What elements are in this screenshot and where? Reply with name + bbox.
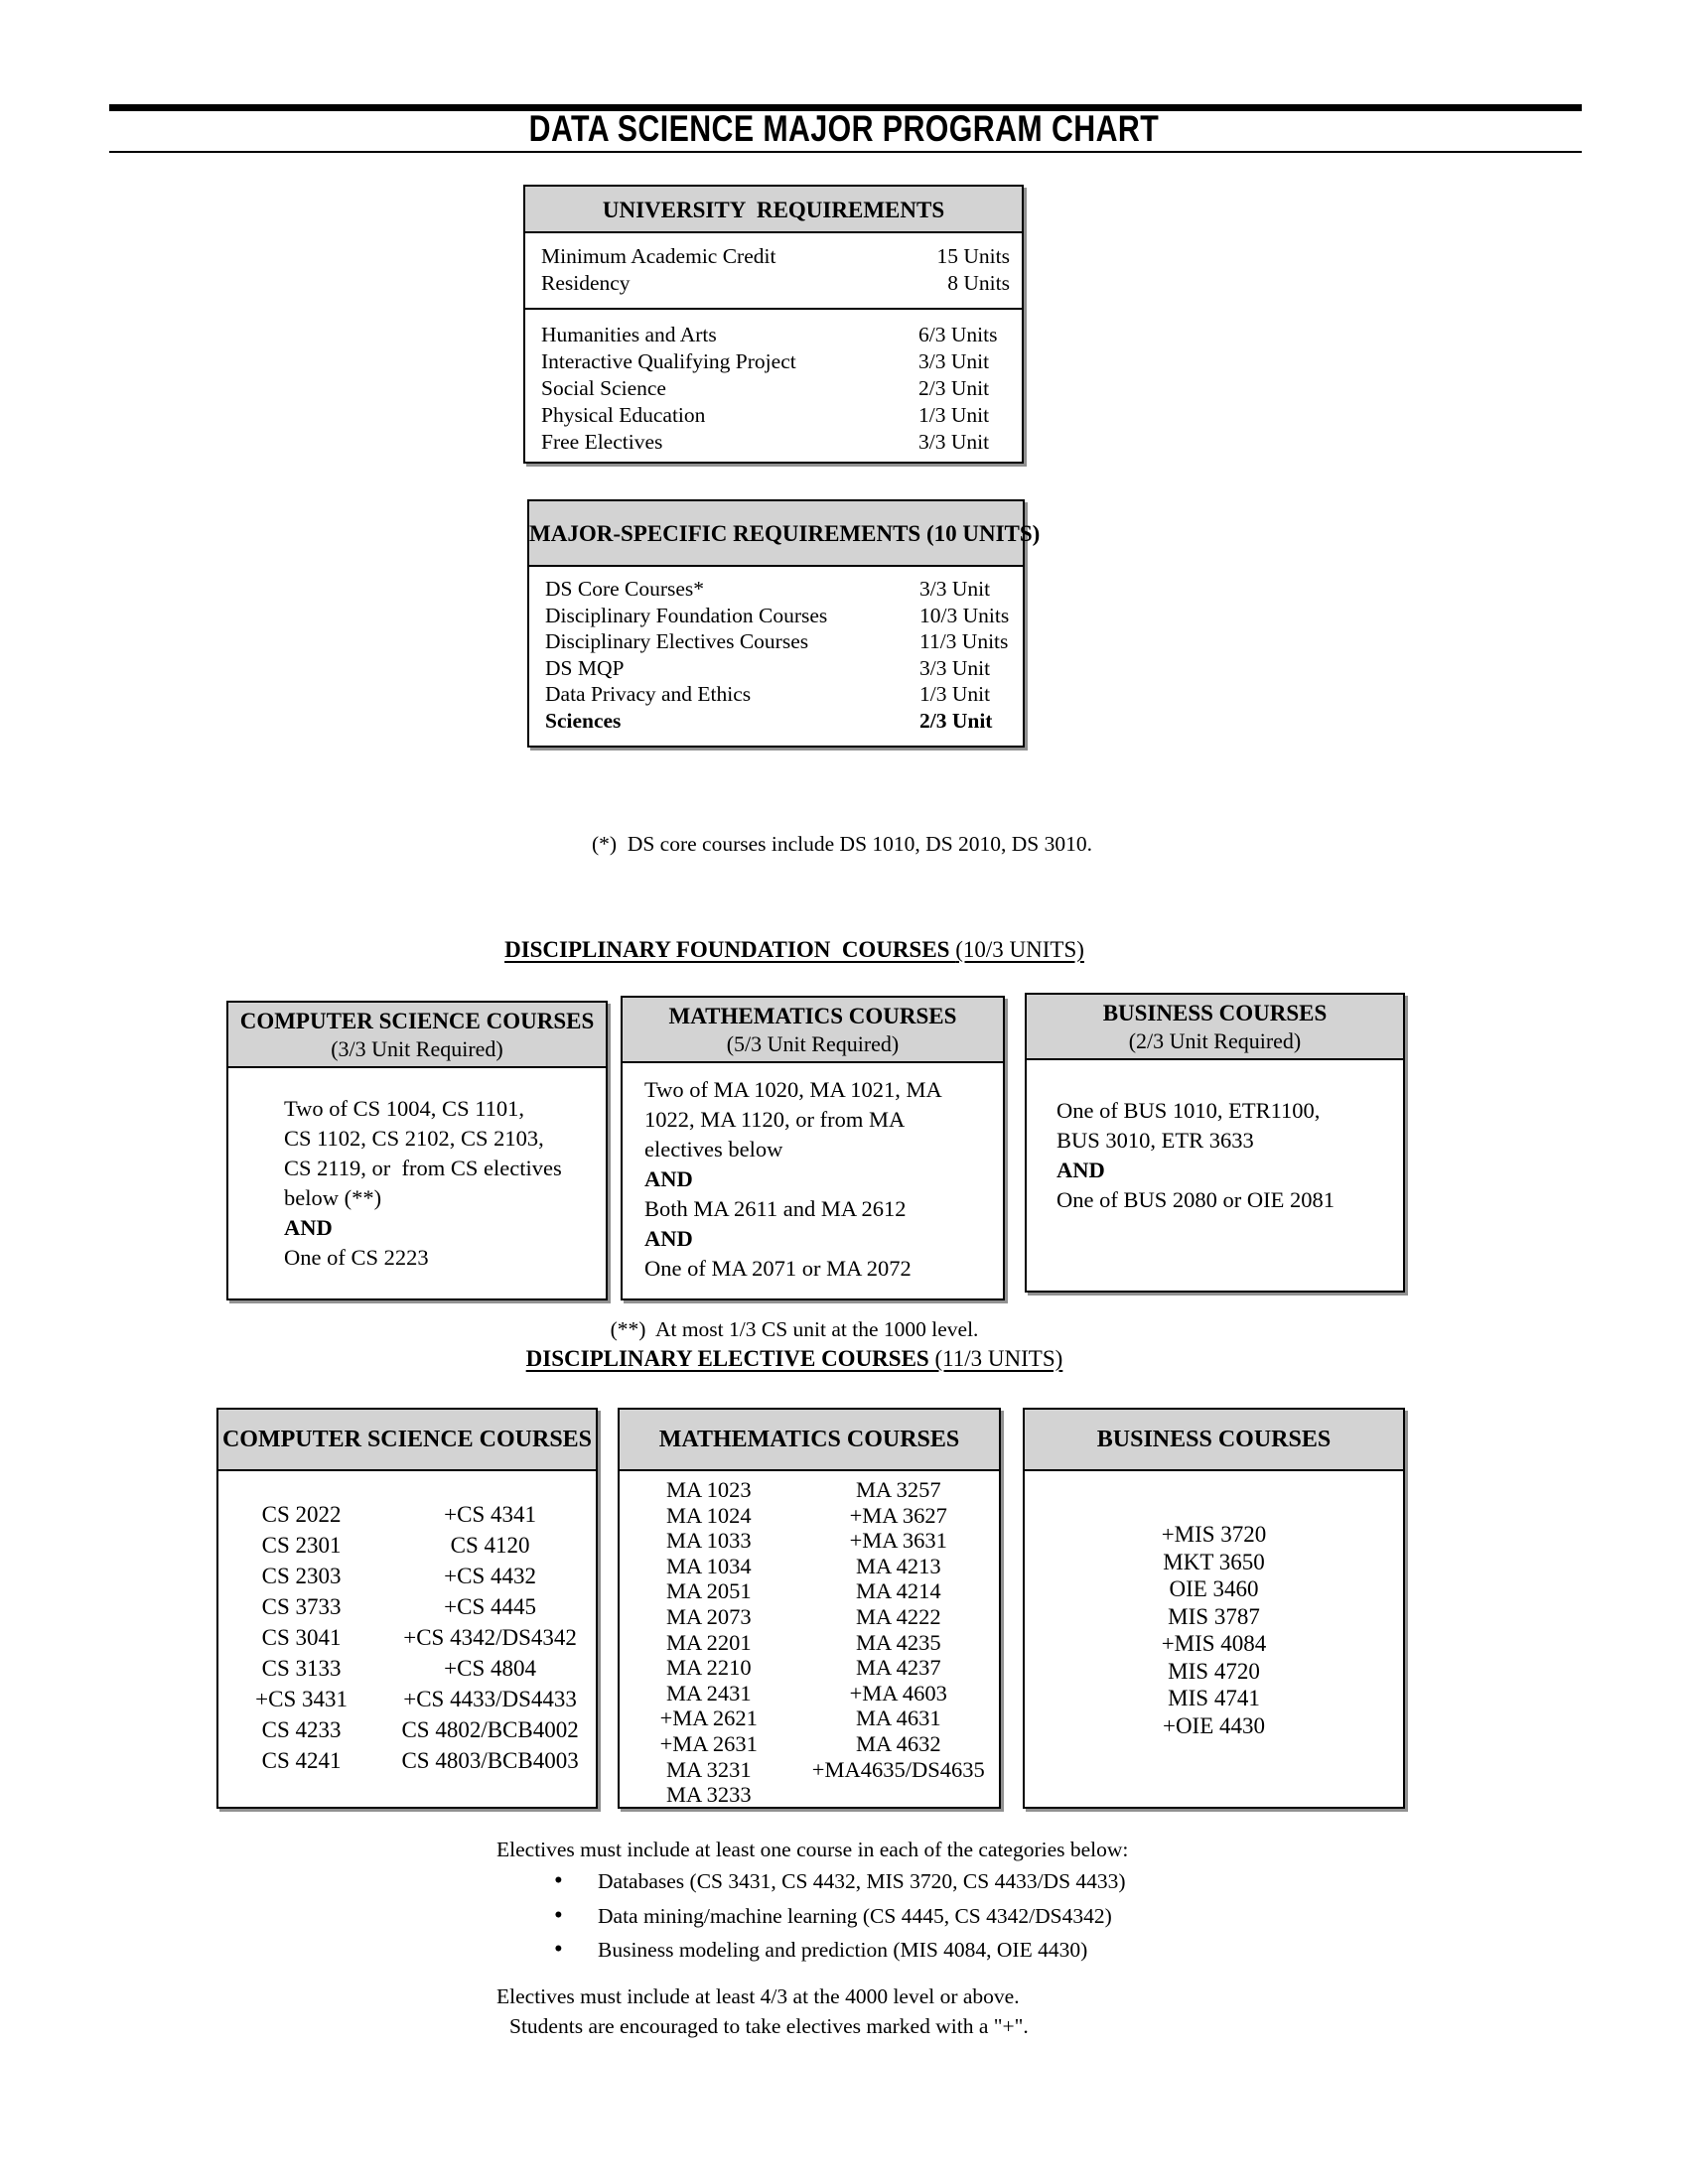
course-code: MA 3233	[665, 1782, 752, 1808]
page-title: DATA SCIENCE MAJOR PROGRAM CHART	[528, 108, 1160, 149]
foundation-cs-box	[226, 1001, 608, 1300]
top-thin-rule	[109, 151, 1582, 153]
rule-line: Two of MA 1020, MA 1021, MA	[644, 1077, 942, 1102]
requirement-row: DS Core Courses* 3/3 Unit	[545, 577, 991, 601]
university-requirements-header: UNIVERSITY REQUIREMENTS	[525, 187, 1022, 233]
course-code: MA 1024	[665, 1502, 752, 1528]
course-code: +MA 2631	[659, 1730, 758, 1756]
course-code: +MA 3631	[849, 1528, 947, 1554]
foundation-cs-header	[228, 1003, 606, 1068]
elective-math-column-2	[798, 1477, 999, 1808]
requirement-row: Social Science 2/3 Unit	[541, 376, 990, 400]
course-code: MA 4632	[855, 1730, 941, 1756]
elective-section-heading	[0, 1346, 1589, 1372]
requirement-row: Disciplinary Electives Courses 11/3 Units	[545, 629, 1009, 653]
course-code: CS 4241	[261, 1748, 342, 1773]
foundation-math-box	[621, 996, 1005, 1300]
course-code: CS 2301	[261, 1533, 342, 1558]
foundation-cs-rules	[228, 1068, 606, 1273]
elective-math-header: MATHEMATICS COURSES	[620, 1410, 999, 1471]
course-code: MA 2210	[665, 1655, 752, 1681]
foundation-heading-text: DISCIPLINARY FOUNDATION COURSES	[504, 937, 956, 962]
rule-line: One of MA 2071 or MA 2072	[644, 1256, 912, 1281]
foundation-math-subtitle: (5/3 Unit Required)	[726, 1031, 900, 1056]
categories-intro: Electives must include at least one course in each of the categories below:	[496, 1838, 1129, 1861]
course-code: MA 4235	[855, 1629, 941, 1655]
course-code: MA 2431	[665, 1680, 752, 1706]
rule-line: Two of CS 1004, CS 1101,	[284, 1096, 524, 1121]
rule-line: AND	[284, 1215, 333, 1240]
course-code: MIS 4720	[1168, 1658, 1260, 1684]
elective-heading-text: DISCIPLINARY ELECTIVE COURSES	[525, 1346, 935, 1371]
course-code: +MA 2621	[659, 1706, 758, 1731]
course-code: MIS 3787	[1168, 1603, 1260, 1629]
elective-heading-units: (11/3 UNITS)	[934, 1346, 1063, 1371]
rule-line: BUS 3010, ETR 3633	[1056, 1128, 1254, 1153]
major-requirements-box	[527, 499, 1041, 748]
category-bullet: • Business modeling and prediction (MIS 4084, OIE 4430)	[496, 1933, 1271, 1968]
rule-line: below (**)	[284, 1185, 382, 1210]
course-code: MA 4213	[855, 1553, 941, 1578]
cs-level-footnote: (**) At most 1/3 CS unit at the 1000 level.	[610, 1317, 979, 1341]
foundation-business-header	[1027, 995, 1403, 1060]
course-code: CS 3733	[261, 1594, 342, 1619]
course-code: MKT 3650	[1163, 1549, 1265, 1574]
elective-cs-courses	[218, 1471, 596, 1776]
rule-line: 1022, MA 1120, or from MA	[644, 1107, 906, 1132]
foundation-heading-units: (10/3 UNITS)	[955, 937, 1084, 962]
course-code: +MIS 3720	[1161, 1522, 1267, 1547]
elective-math-box	[618, 1408, 1001, 1809]
rule-line: CS 1102, CS 2102, CS 2103,	[284, 1126, 544, 1151]
rule-line: CS 2119, or from CS electives	[284, 1156, 562, 1180]
title-band	[0, 109, 1688, 149]
university-requirements-box	[523, 185, 1024, 464]
elective-business-box	[1023, 1408, 1405, 1809]
rule-line: AND	[644, 1166, 693, 1191]
course-code: MA 3231	[665, 1756, 752, 1782]
course-code: MIS 4741	[1168, 1686, 1260, 1710]
elective-math-column-1	[620, 1477, 798, 1808]
course-code: MA 2051	[665, 1578, 752, 1604]
course-code: MA 4222	[855, 1603, 941, 1629]
rule-line: Both MA 2611 and MA 2612	[644, 1196, 907, 1221]
category-bullet: • Databases (CS 3431, CS 4432, MIS 3720, CS 4433/DS 4433)	[496, 1864, 1271, 1899]
foundation-business-box	[1025, 993, 1405, 1293]
course-code: MA 4237	[855, 1655, 941, 1681]
elective-business-header: BUSINESS COURSES	[1025, 1410, 1403, 1471]
elective-notes	[496, 1835, 1271, 2041]
requirement-row: DS MQP 3/3 Unit	[545, 655, 991, 680]
requirement-row: Minimum Academic Credit 15 Units	[541, 244, 1010, 268]
university-distribution-section	[525, 310, 1022, 456]
requirement-row: Interactive Qualifying Project 3/3 Unit	[541, 349, 990, 373]
major-requirements-rows	[529, 567, 1023, 734]
rule-line: One of CS 2223	[284, 1245, 429, 1270]
major-requirements-header: MAJOR-SPECIFIC REQUIREMENTS (10 UNITS)	[529, 501, 1023, 567]
rule-line: electives below	[644, 1137, 783, 1161]
course-code: CS 4802/BCB4002	[401, 1717, 579, 1742]
course-code: MA 2201	[665, 1629, 752, 1655]
foundation-cs-title: COMPUTER SCIENCE COURSES	[239, 1009, 595, 1033]
course-code: MA 1023	[665, 1477, 752, 1502]
course-code: CS 2022	[261, 1502, 342, 1527]
course-code: +MA4635/DS4635	[811, 1756, 985, 1782]
ds-core-footnote: (*) DS core courses include DS 1010, DS 2010, DS 3010.	[592, 832, 1093, 856]
requirement-row: Humanities and Arts 6/3 Units	[541, 323, 998, 346]
foundation-math-header	[623, 998, 1003, 1063]
foundation-business-title: BUSINESS COURSES	[1102, 1001, 1328, 1025]
university-credit-section	[525, 233, 1022, 310]
elective-cs-box	[216, 1408, 598, 1809]
elective-cs-column-1	[218, 1499, 384, 1776]
course-code: +CS 3431	[255, 1687, 349, 1711]
course-code: +OIE 4430	[1162, 1712, 1266, 1738]
category-bullets	[496, 1864, 1271, 1968]
foundation-business-rules	[1027, 1060, 1403, 1215]
course-code: OIE 3460	[1169, 1576, 1259, 1601]
course-code: +MIS 4084	[1161, 1631, 1267, 1656]
course-code: CS 4803/BCB4003	[401, 1748, 579, 1773]
course-code: CS 3133	[261, 1656, 342, 1681]
foundation-math-title: MATHEMATICS COURSES	[668, 1004, 957, 1028]
rule-line: One of BUS 2080 or OIE 2081	[1056, 1187, 1335, 1212]
plus-marker-note: Students are encouraged to take electives marked with a "+".	[509, 2013, 1029, 2038]
course-code: +CS 4341	[444, 1502, 537, 1527]
foundation-business-subtitle: (2/3 Unit Required)	[1128, 1028, 1302, 1053]
course-code: CS 4233	[261, 1717, 342, 1742]
course-code: MA 1034	[665, 1553, 752, 1578]
course-code: +CS 4445	[444, 1594, 537, 1619]
elective-cs-column-2	[384, 1499, 596, 1776]
rule-line: AND	[644, 1226, 693, 1251]
requirement-row: Disciplinary Foundation Courses 10/3 Units	[545, 603, 1010, 627]
level-rule-note: Electives must include at least 4/3 at the 4000 level or above.	[496, 1983, 1020, 2008]
course-code: CS 4120	[450, 1533, 530, 1558]
course-code: +CS 4342/DS4342	[403, 1625, 577, 1650]
course-code: MA 1033	[665, 1528, 752, 1554]
course-code: MA 3257	[855, 1477, 941, 1502]
course-code: +CS 4432	[444, 1564, 537, 1588]
course-code: +MA 3627	[849, 1502, 947, 1528]
requirement-row: Free Electives 3/3 Unit	[541, 430, 990, 454]
course-code: CS 2303	[261, 1564, 342, 1588]
foundation-section-heading	[0, 937, 1589, 963]
elective-math-courses	[620, 1471, 999, 1808]
course-code: MA 4214	[855, 1578, 941, 1604]
requirement-row: Physical Education 1/3 Unit	[541, 403, 990, 427]
course-code: +MA 4603	[849, 1680, 947, 1706]
course-code: MA 2073	[665, 1603, 752, 1629]
category-bullet: • Data mining/machine learning (CS 4445, CS 4342/DS4342)	[496, 1899, 1271, 1934]
course-code: +CS 4804	[444, 1656, 537, 1681]
foundation-math-rules	[623, 1063, 1003, 1284]
foundation-cs-subtitle: (3/3 Unit Required)	[331, 1036, 503, 1061]
course-code: MA 4631	[855, 1706, 941, 1731]
requirement-row: Residency 8 Units	[541, 271, 1010, 295]
elective-business-courses	[1025, 1471, 1403, 1739]
rule-line: One of BUS 1010, ETR1100,	[1056, 1098, 1321, 1123]
requirement-row: Sciences 2/3 Unit	[545, 708, 993, 733]
elective-cs-header: COMPUTER SCIENCE COURSES	[218, 1410, 596, 1471]
rule-line: AND	[1056, 1158, 1105, 1182]
requirement-row: Data Privacy and Ethics 1/3 Unit	[545, 682, 991, 706]
course-code: +CS 4433/DS4433	[403, 1687, 577, 1711]
course-code: CS 3041	[261, 1625, 342, 1650]
